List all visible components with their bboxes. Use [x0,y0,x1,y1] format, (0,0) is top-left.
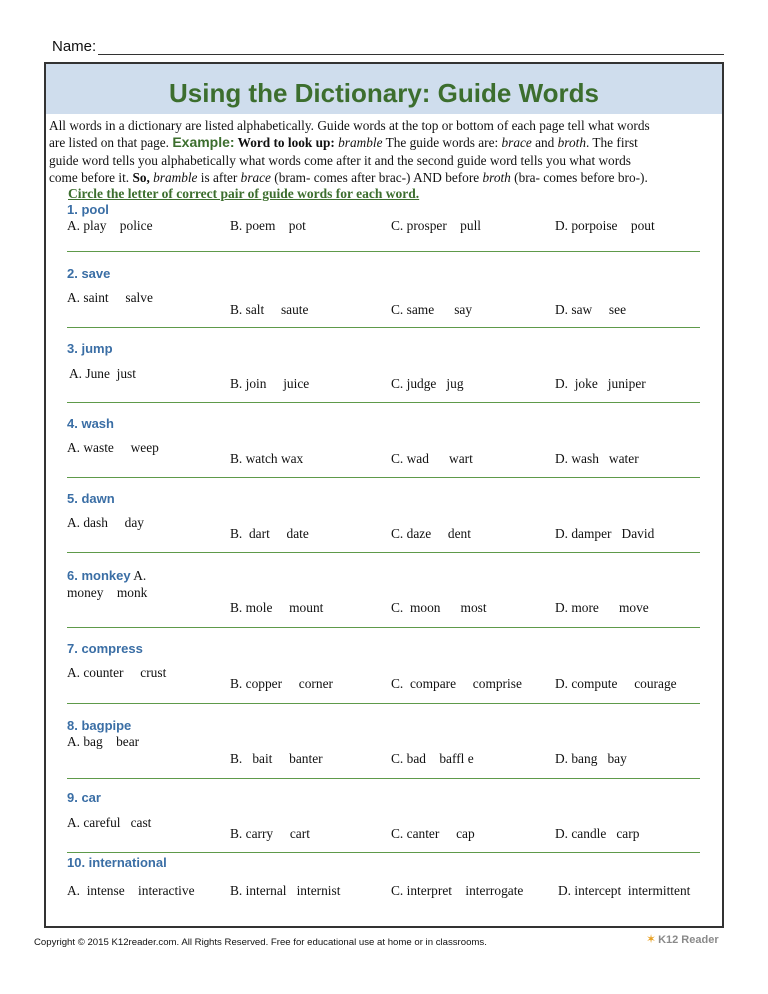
intro-line-4: come before it. So, bramble is after brace (bram- comes after brac-) AND before broth (bra- comes before bro-). [49,169,648,185]
option-c[interactable]: C. same say [391,302,473,317]
option-d[interactable]: D. joke juniper [555,376,646,391]
intro-line-1: All words in a dictionary are listed alphabetically. Guide words at the top or bottom of each page tell what words [49,118,650,133]
option-c[interactable]: C. moon most [391,600,487,615]
question-label: 1. pool [67,202,109,217]
question-label: 10. international [67,855,167,870]
divider [67,627,700,628]
option-d[interactable]: D. more move [555,600,649,615]
option-a[interactable]: money monk [67,585,148,600]
divider [67,778,700,779]
option-b[interactable]: B. bait banter [230,751,323,766]
option-c[interactable]: C. wad wart [391,451,473,466]
divider [67,327,700,328]
option-a[interactable]: A. waste weep [67,440,159,455]
question-label: 6. monkey A. [67,568,147,583]
question-label: 9. car [67,790,101,805]
option-b[interactable]: B. mole mount [230,600,324,615]
k12-reader-logo[interactable] [646,932,719,947]
name-label: Name: [52,38,97,55]
option-d[interactable]: D. porpoise pout [555,218,655,233]
divider [67,402,700,403]
option-c[interactable]: C. canter cap [391,826,475,841]
question-label: 3. jump [67,341,113,356]
option-a[interactable]: A. counter crust [67,665,167,680]
option-a[interactable]: A. June just [69,366,136,381]
directions: Circle the letter of correct pair of guide words for each word. [68,186,420,201]
question-label: 7. compress [67,641,143,656]
divider [67,703,700,704]
option-b[interactable]: B. watch wax [230,451,304,466]
option-c[interactable]: C. bad baffl e [391,751,474,766]
option-d[interactable]: D. damper David [555,526,655,541]
option-d[interactable]: D. compute courage [555,676,677,691]
question-label: 2. save [67,266,111,281]
option-a[interactable]: A. intense interactive [67,883,195,898]
divider [67,852,700,853]
option-d[interactable]: D. wash water [555,451,639,466]
option-c[interactable]: C. interpret interrogate [391,883,524,898]
option-a[interactable]: A. bag bear [67,734,140,749]
option-a[interactable]: A. careful cast [67,815,152,830]
option-a[interactable]: A. saint salve [67,290,153,305]
intro-line-2: are listed on that page. Example: Word to look up: bramble The guide words are: brace and broth. The first [49,134,638,151]
option-b[interactable]: B. salt saute [230,302,309,317]
divider [67,251,700,252]
page-title: Using the Dictionary: Guide Words [168,78,599,108]
option-b[interactable]: B. dart date [230,526,309,541]
question-label: 5. dawn [67,491,115,506]
option-c[interactable]: C. compare comprise [391,676,522,691]
option-d[interactable]: D. bang bay [555,751,627,766]
option-b[interactable]: B. join juice [230,376,310,391]
question-label: 4. wash [67,416,114,431]
divider [67,477,700,478]
option-b[interactable]: B. poem pot [230,218,306,233]
option-c[interactable]: C. prosper pull [391,218,482,233]
option-d[interactable]: D. intercept intermittent [558,883,691,898]
option-c[interactable]: C. judge jug [391,376,464,391]
option-a[interactable]: A. dash day [67,515,144,530]
question-label: 8. bagpipe [67,718,132,733]
option-d[interactable]: D. saw see [555,302,627,317]
logo-text: K12 Reader [658,933,719,946]
name-line [52,38,724,55]
option-a[interactable]: A. play police [67,218,153,233]
name-blank[interactable] [98,40,724,55]
option-c[interactable]: C. daze dent [391,526,471,541]
option-b[interactable]: B. copper corner [230,676,333,691]
intro-line-3: guide word tells you alphabetically what words come after it and the second guide word tells you what words [49,152,631,168]
option-b[interactable]: B. internal internist [230,883,341,898]
copyright-footer: Copyright © 2015 K12reader.com. All Rights Reserved. Free for educational use at home or in classrooms. [34,937,487,948]
example-label: Example: [172,134,235,151]
people-icon: ✶ [646,932,657,946]
divider [67,552,700,553]
option-b[interactable]: B. carry cart [230,826,310,841]
option-d[interactable]: D. candle carp [555,826,640,841]
intro-paragraph [49,117,717,186]
